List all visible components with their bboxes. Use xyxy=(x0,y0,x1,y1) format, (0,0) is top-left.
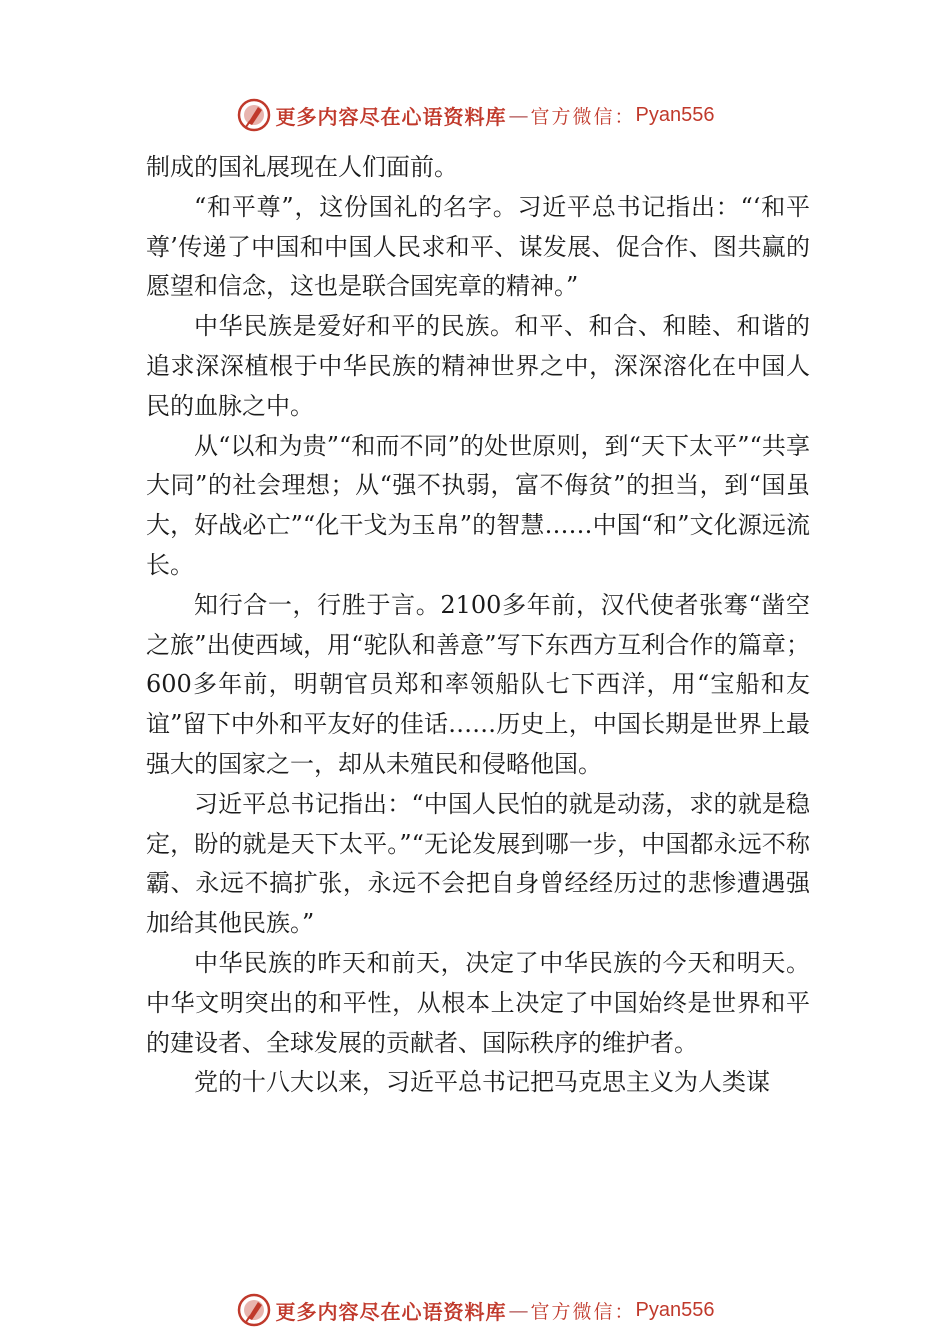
paragraph: 中华民族的昨天和前天，决定了中华民族的今天和明天。中华文明突出的和平性，从根本上决定了中国始终是世界和平的建设者、全球发展的贡献者、国际秩序的维护者。 xyxy=(146,948,810,1057)
footer-wechat-label: 官方微信： xyxy=(530,1300,636,1323)
footer-account: Pyan556 xyxy=(635,1298,715,1321)
header-banner xyxy=(0,95,950,135)
paragraph: 从“以和为贵”“和而不同”的处世原则，到“天下太平”“共享大同”的社会理想；从“强不执弱，富不侮贫”的担当，到“国虽大，好战必亡”“化干戈为玉帛”的智慧……中国“和”文化源远流长。 xyxy=(146,431,810,579)
paragraph: 知行合一，行胜于言。2100多年前，汉代使者张骞“凿空之旅”出使西域，用“驼队和善意”写下东西方互利合作的篇章；600多年前，明朝官员郑和率领船队七下西洋，用“宝船和友谊”留下中外和平友好的佳话……历史上，中国长期是世界上最强大的国家之一，却从未殖民和侵略他国。 xyxy=(146,590,810,778)
paragraph: 中华民族是爱好和平的民族。和平、和合、和睦、和谐的追求深深植根于中华民族的精神世界之中，深深溶化在中国人民的血脉之中。 xyxy=(146,312,810,420)
header-account: Pyan556 xyxy=(635,103,715,126)
header-brand: 更多内容尽在心语资料库 xyxy=(275,104,507,129)
footer-banner xyxy=(0,1290,950,1330)
document-body xyxy=(146,148,810,1103)
header-wechat-label: 官方微信： xyxy=(530,105,636,128)
paragraph-continued: 制成的国礼展现在人们面前。 xyxy=(146,153,458,181)
footer-dash: — xyxy=(508,1298,529,1322)
pen-nib-circle-icon xyxy=(236,97,272,133)
paragraph: 习近平总书记指出：“中国人民怕的就是动荡，求的就是稳定，盼的就是天下太平。”“无论发展到哪一步，中国都永远不称霸、永远不搞扩张，永远不会把自身曾经经历过的悲惨遭遇强加给其他民族。” xyxy=(146,789,810,938)
paragraph: “和平尊”，这份国礼的名字。习近平总书记指出：“‘和平尊’传递了中国和中国人民求和平、谋发展、促合作、图共赢的愿望和信念，这也是联合国宪章的精神。” xyxy=(146,192,810,301)
header-dash: — xyxy=(508,103,529,127)
pen-nib-circle-icon xyxy=(236,1292,272,1328)
paragraph: 党的十八大以来，习近平总书记把马克思主义为人类谋 xyxy=(194,1068,770,1097)
footer-brand: 更多内容尽在心语资料库 xyxy=(275,1299,507,1324)
